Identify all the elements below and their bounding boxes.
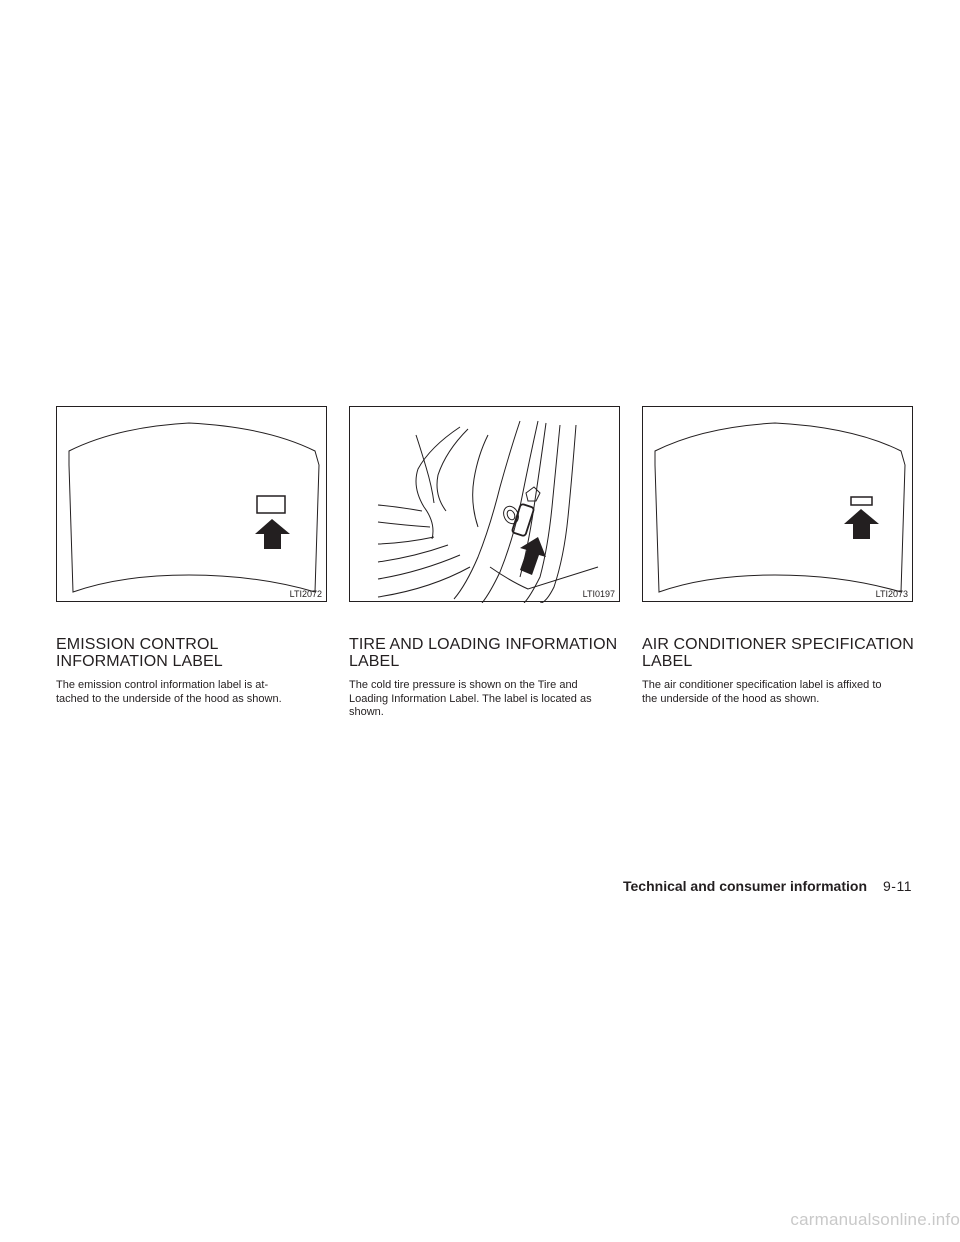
figure-door-pillar-tire-label: [349, 406, 620, 602]
arrow-up-icon: [255, 519, 290, 549]
figure-hood-emission-label: [56, 406, 327, 602]
section-body: The cold tire pressure is shown on the Tire and Loading Information Label. The label is located as shown.: [349, 679, 592, 718]
section-body: The air conditioner specification label is affixed to the underside of the hood as shown.: [642, 679, 882, 705]
hood-illustration: [643, 407, 914, 603]
section-heading: TIRE AND LOADING INFORMATION LABEL: [349, 636, 618, 670]
hood-illustration: [57, 407, 328, 603]
section-heading: EMISSION CONTROL INFORMATION LABEL: [56, 636, 223, 670]
footer-section-title: Technical and consumer information: [623, 878, 868, 894]
label-location-box: [851, 497, 872, 505]
arrow-up-icon: [844, 509, 879, 539]
page-footer: [623, 878, 912, 894]
section-emission-control: [56, 636, 328, 706]
section-tire-loading: [349, 636, 621, 720]
figure-hood-ac-label: [642, 406, 913, 602]
section-air-conditioner: [642, 636, 914, 706]
page-number: 9-11: [883, 878, 912, 894]
door-pillar-illustration: [350, 407, 621, 603]
watermark: carmanualsonline.info: [790, 1210, 960, 1229]
figure-code: LTI2073: [875, 589, 908, 599]
figure-code: LTI0197: [582, 589, 615, 599]
figure-code: LTI2072: [289, 589, 322, 599]
label-location-box: [257, 496, 285, 513]
section-heading: AIR CONDITIONER SPECIFICATION LABEL: [642, 636, 914, 670]
section-body: The emission control information label is at- tached to the underside of the hood as shown.: [56, 679, 282, 705]
